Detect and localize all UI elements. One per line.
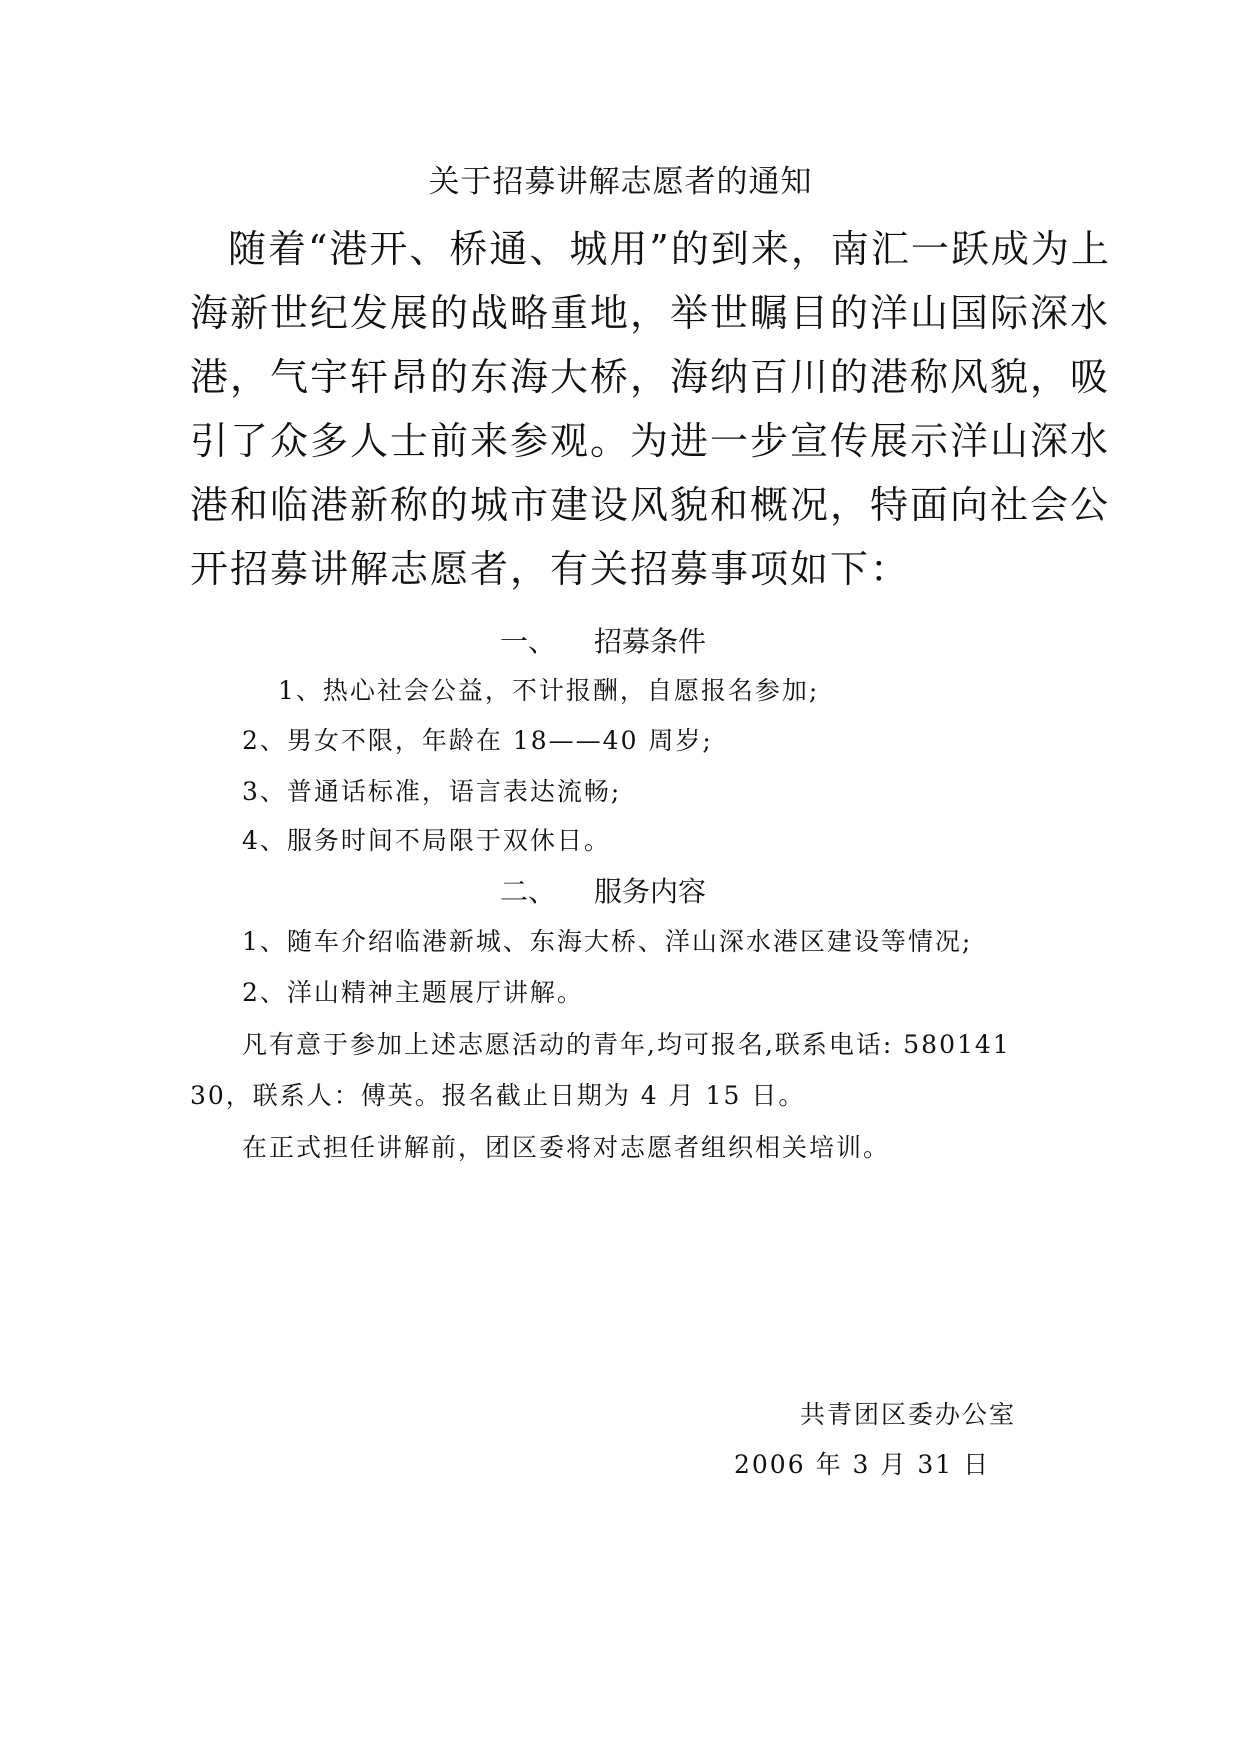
section-heading-recruitment-conditions: [500, 622, 706, 662]
intro-paragraph: [190, 217, 1111, 601]
intro-line: 港和临港新称的城市建设风貌和概况，特面向社会公: [190, 483, 1111, 527]
intro-line: 开招募讲解志愿者，有关招募事项如下：: [190, 547, 911, 591]
intro-line: 海新世纪发展的战略重地，举世瞩目的洋山国际深水: [190, 291, 1111, 335]
registration-info-line: 30，联系人：傅英。报名截止日期为 4 月 15 日。: [190, 1081, 806, 1110]
training-note: 在正式担任讲解前，团区委将对志愿者组织相关培训。: [242, 1133, 891, 1162]
condition-item: 2、男女不限，年龄在 18——40 周岁;: [242, 726, 713, 755]
intro-line: 引了众多人士前来参观。为进一步宣传展示洋山深水: [190, 419, 1111, 463]
section-title: 招募条件: [594, 625, 707, 658]
signature-date: 2006 年 3 月 31 日: [734, 1450, 991, 1479]
section-number: 一、: [500, 625, 557, 658]
service-item: 2、洋山精神主题展厅讲解。: [242, 978, 584, 1007]
condition-item: 3、普通话标准，语言表达流畅;: [242, 777, 622, 806]
condition-item: 4、服务时间不局限于双休日。: [242, 826, 611, 855]
intro-line: 随着“港开、桥通、城用”的到来，南汇一跃成为上: [228, 227, 1111, 271]
condition-item: 1、热心社会公益，不计报酬，自愿报名参加;: [278, 676, 820, 705]
intro-line: 港，气宇轩昂的东海大桥，海纳百川的港称风貌，吸: [190, 355, 1111, 399]
section-heading-service-content: [500, 872, 706, 912]
section-number: 二、: [500, 875, 557, 908]
document-title: 关于招募讲解志愿者的通知: [428, 164, 813, 200]
registration-info-line: 凡有意于参加上述志愿活动的青年,均可报名,联系电话: 580141: [242, 1030, 1011, 1059]
section-title: 服务内容: [594, 875, 707, 908]
signature-organization: 共青团区委办公室: [800, 1400, 1017, 1429]
service-item: 1、随车介绍临港新城、东海大桥、洋山深水港区建设等情况;: [242, 927, 973, 956]
